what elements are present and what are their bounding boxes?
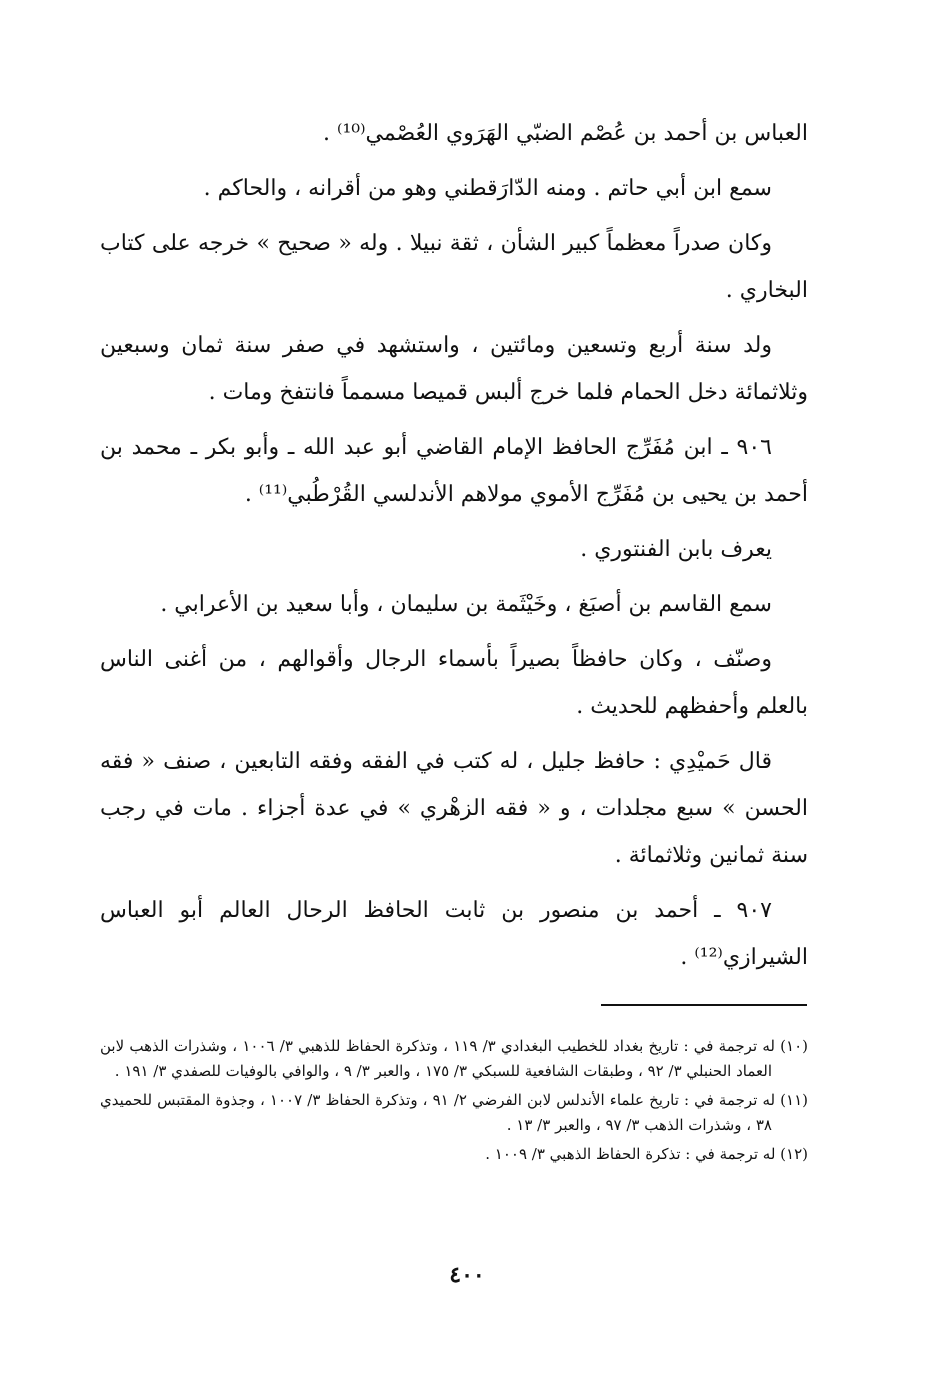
footnotes xyxy=(100,1034,808,1171)
footnote-12: (١٢) له ترجمة في : تذكرة الحفاظ الذهبي ٣/ ١٠٠٩ . xyxy=(485,1145,808,1163)
entry-906-heading: ٩٠٦ ـ ابن مُفَرِّج الحافظ الإمام القاضي أبو عبد الله ـ وأبو بكر ـ محمد بن أحمد بن يحيى بن مُفَرِّج الأموي مولاهم الأندلسي القُرْطُبي⁽¹¹⁾ . xyxy=(100,435,808,507)
paragraph-3: وكان صدراً معظماً كبير الشأن ، ثقة نبيلا . وله « صحيح » خرجه على كتاب البخاري . xyxy=(100,231,808,303)
entry-907-heading: ٩٠٧ ـ أحمد بن منصور بن ثابت الحافظ الرحال العالم أبو العباس الشيرازي⁽¹²⁾ . xyxy=(100,898,808,970)
page-number: ٤٠٠ xyxy=(449,1262,485,1288)
footnote-divider xyxy=(601,1004,807,1006)
footnote-10: (١٠) له ترجمة في : تاريخ بغداد للخطيب البغدادي ٣/ ١١٩ ، وتذكرة الحفاظ للذهبي ٣/ ١٠٠٦ ، وشذرات الذهب لابن العماد الحنبلي ٣/ ٩٢ ، وطبقات الشافعية للسبكي ٣/ ١٧٥ ، والعبر ٣/ ٩ ، والوافي بالوفيات للصفدي ٣/ ١٩١ . xyxy=(100,1037,808,1080)
paragraph-1: العباس بن أحمد بن عُصْم الضبّي الهَرَوي العُصْمي⁽¹⁰⁾ . xyxy=(323,121,808,146)
paragraph-4: ولد سنة أربع وتسعين ومائتين ، واستشهد في صفر سنة ثمان وسبعين وثلاثمائة دخل الحمام فلما خرج ألبس قميصا مسمماً فانتفخ ومات . xyxy=(100,333,808,405)
paragraph-6: يعرف بابن الفنتوري . xyxy=(580,537,772,562)
main-text xyxy=(100,110,808,989)
paragraph-2: سمع ابن أبي حاتم . ومنه الدّارَقطني وهو من أقرانه ، والحاكم . xyxy=(203,176,772,201)
paragraph-8: وصنّف ، وكان حافظاً بصيراً بأسماء الرجال وأقوالهم ، من أغنى الناس بالعلم وأحفظهم للحديث . xyxy=(100,647,808,719)
footnote-11: (١١) له ترجمة في : تاريخ علماء الأندلس لابن الفرضي ٢/ ٩١ ، وتذكرة الحفاظ ٣/ ١٠٠٧ ، وجذوة المقتبس للحميدي ٣٨ ، وشذرات الذهب ٣/ ٩٧ ، والعبر ٣/ ١٣ . xyxy=(100,1091,808,1134)
paragraph-9: قال حَميْدِي : حافظ جليل ، له كتب في الفقه وفقه التابعين ، صنف « فقه الحسن » سبع مجلدات ، و « فقه الزهْري » في عدة أجزاء . مات في رجب سنة ثمانين وثلاثمائة . xyxy=(100,749,808,868)
paragraph-7: سمع القاسم بن أصبَغ ، وخَيْثَمة بن سليمان ، وأبا سعيد بن الأعرابي . xyxy=(160,592,772,617)
